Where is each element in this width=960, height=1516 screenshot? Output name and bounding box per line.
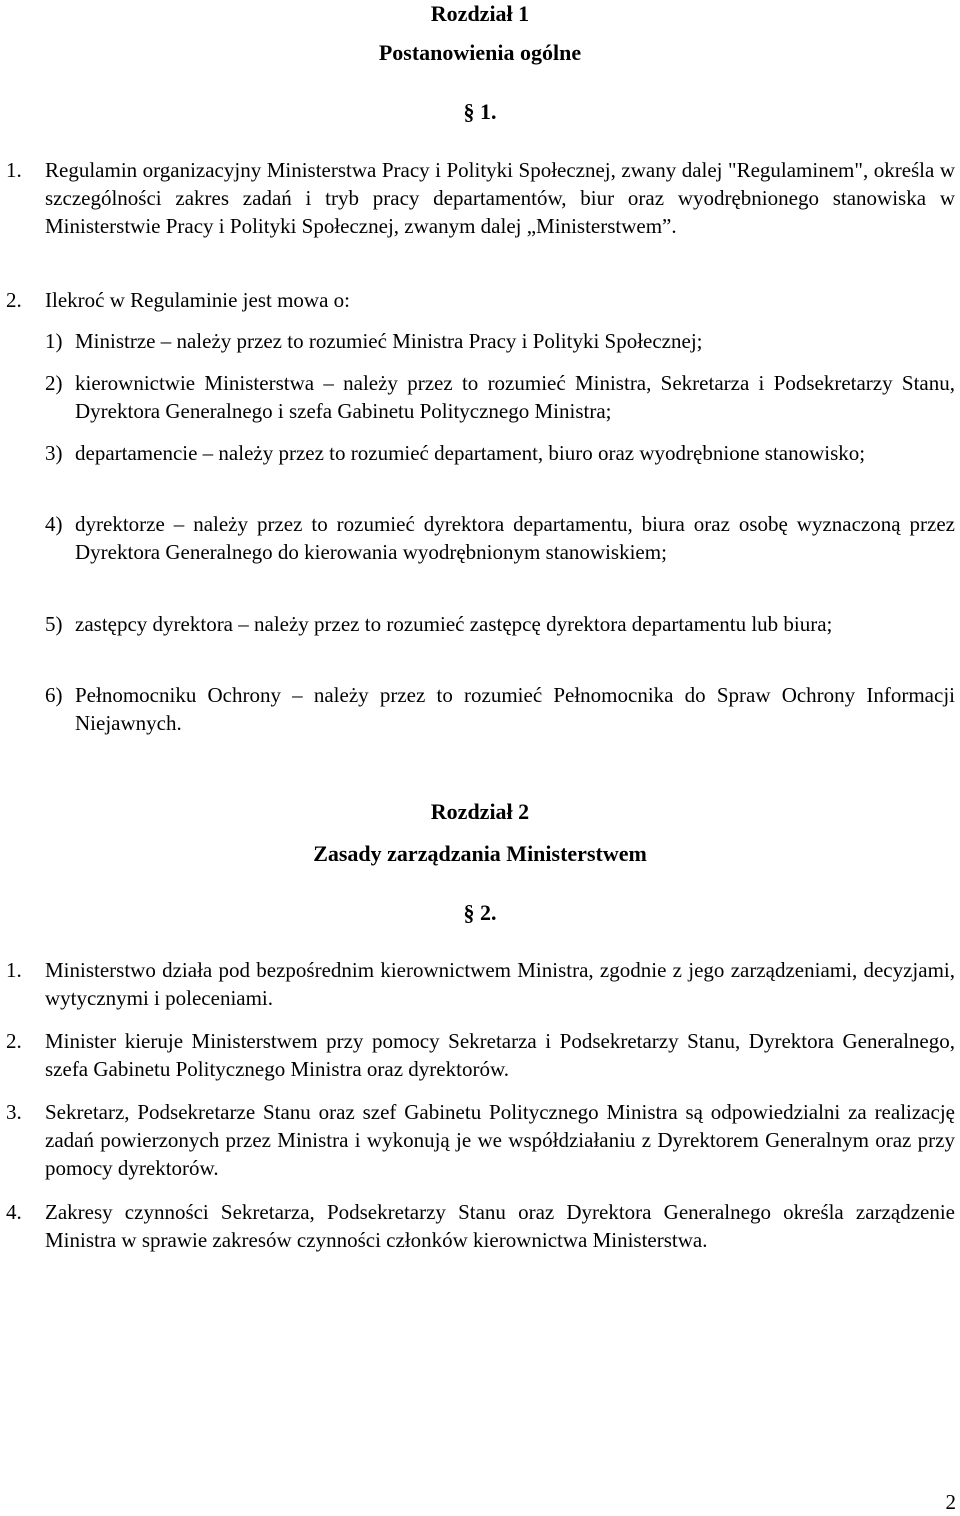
- definition-text: zastępcy dyrektora – należy przez to rozumieć zastępcę dyrektora departamentu lub biura;: [75, 612, 833, 636]
- definition-text: Ministrze – należy przez to rozumieć Ministra Pracy i Polityki Społecznej;: [75, 329, 703, 353]
- definition-number: 5): [45, 612, 63, 636]
- paragraph-text: Regulamin organizacyjny Ministerstwa Pracy i Polityki Społecznej, zwany dalej "Regulaminem", określa w szczególności zakres zadań i tryb pracy departamentów, biur oraz wyodrębnionego stanowiska w Ministerstwie Pracy i Polityki Społecznej, zwanym dalej „Ministerstwem”.: [45, 158, 955, 238]
- definition-number: 1): [45, 329, 63, 353]
- paragraph-number: 2.: [6, 288, 22, 312]
- paragraph-text: Sekretarz, Podsekretarze Stanu oraz szef Gabinetu Politycznego Ministra są odpowiedzialni za realizację zadań powierzonych przez Ministra i wykonują je we współdziałaniu z Dyrektorem Generalnym oraz przy pomocy dyrektorów.: [45, 1100, 955, 1180]
- definition-number: 6): [45, 683, 63, 707]
- paragraph-number: 2.: [6, 1029, 22, 1053]
- definition-number: 3): [45, 441, 63, 465]
- paragraph-number: 1.: [6, 958, 22, 982]
- paragraph-text: Ilekroć w Regulaminie jest mowa o:: [45, 288, 351, 312]
- paragraph-text: Minister kieruje Ministerstwem przy pomocy Sekretarza i Podsekretarzy Stanu, Dyrektora Generalnego, szefa Gabinetu Politycznego Ministra oraz dyrektorów.: [45, 1029, 955, 1081]
- chapter-1-title: Rozdział 1: [430, 1, 530, 26]
- definition-text: Pełnomocniku Ochrony – należy przez to rozumieć Pełnomocnika do Spraw Ochrony Informacji Niejawnych.: [75, 683, 955, 735]
- chapter-1-subtitle: Postanowienia ogólne: [378, 40, 582, 65]
- chapter-2-subtitle: Zasady zarządzania Ministerstwem: [313, 841, 647, 866]
- definition-number: 4): [45, 512, 63, 536]
- paragraph-text: Ministerstwo działa pod bezpośrednim kierownictwem Ministra, zgodnie z jego zarządzeniami, decyzjami, wytycznymi i poleceniami.: [45, 958, 955, 1010]
- page-number: 2: [945, 1490, 956, 1514]
- paragraph-number: 1.: [6, 158, 22, 182]
- definition-number: 2): [45, 371, 63, 395]
- paragraph-text: Zakresy czynności Sekretarza, Podsekretarzy Stanu oraz Dyrektora Generalnego określa zarządzenie Ministra w sprawie zakresów czynności członków kierownictwa Ministerstwa.: [45, 1200, 955, 1252]
- paragraph-number: 4.: [6, 1200, 22, 1224]
- paragraph-number: 3.: [6, 1100, 22, 1124]
- section-1-symbol: § 1.: [463, 99, 497, 124]
- section-2-symbol: § 2.: [463, 900, 497, 925]
- definition-text: departamencie – należy przez to rozumieć departament, biuro oraz wyodrębnione stanowisko;: [75, 441, 866, 465]
- definition-text: dyrektorze – należy przez to rozumieć dyrektora departamentu, biura oraz osobę wyznaczoną przez Dyrektora Generalnego do kierowania wyodrębnionym stanowiskiem;: [75, 512, 955, 564]
- chapter-2-title: Rozdział 2: [430, 799, 530, 824]
- definition-text: kierownictwie Ministerstwa – należy przez to rozumieć Ministra, Sekretarza i Podsekretarzy Stanu, Dyrektora Generalnego i szefa Gabinetu Politycznego Ministra;: [75, 371, 955, 423]
